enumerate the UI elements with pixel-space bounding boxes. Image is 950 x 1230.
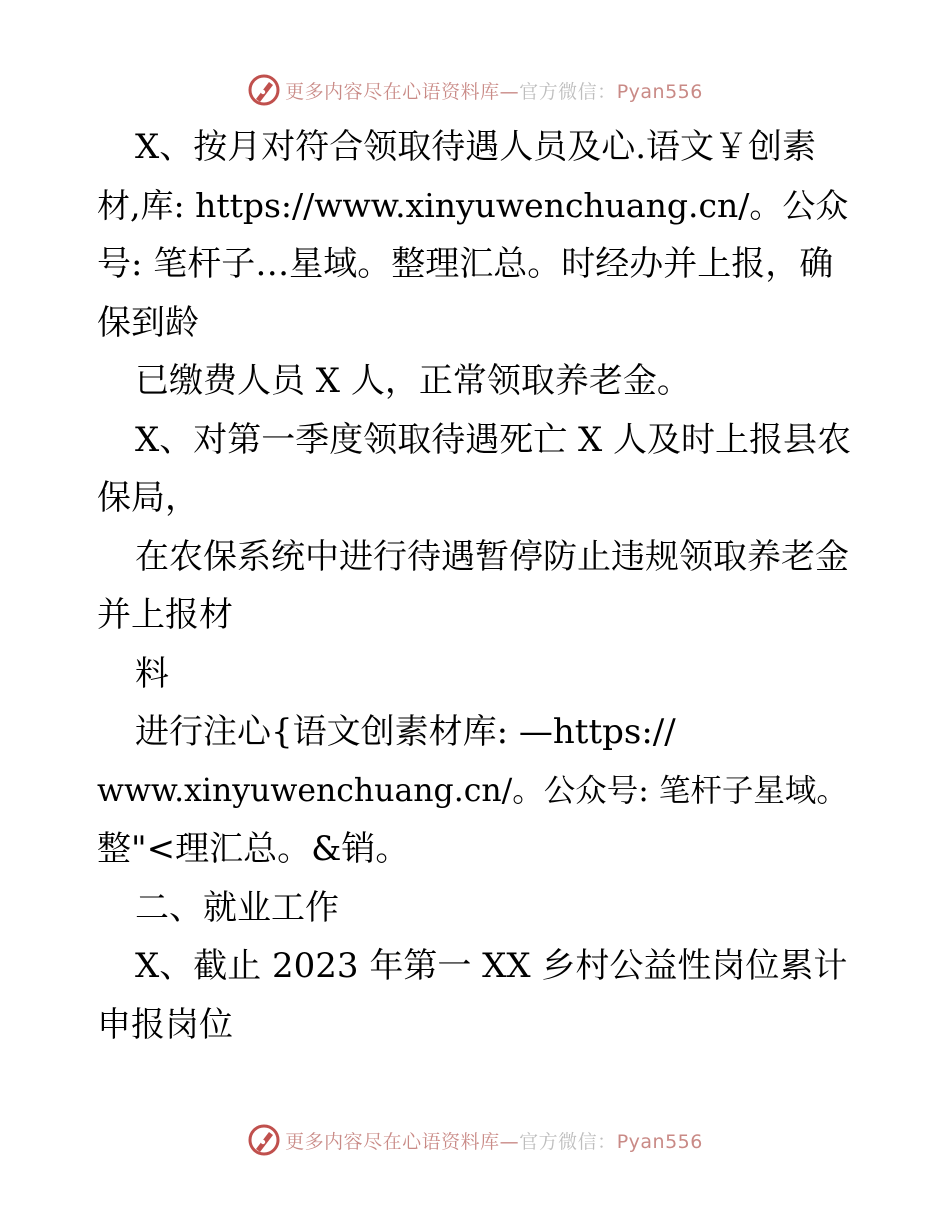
- text-line: 并上报材: [97, 595, 233, 635]
- text-line: X、按月对符合领取待遇人员及心.语文￥创素: [135, 127, 817, 167]
- text-line: 在农保系统中进行待遇暂停防止违规领取养老金: [135, 536, 849, 577]
- text-line: 料: [135, 653, 169, 694]
- pen-logo-icon: [247, 73, 281, 107]
- text-line: 号: 笔杆子…星域。整理汇总。时经办并上报，确: [97, 244, 834, 284]
- text-line: 整"<理汇总。&销。: [97, 829, 410, 869]
- watermark-text: 更多内容尽在心语资料库—官方微信：Pyan556: [285, 1130, 703, 1153]
- footer-watermark: [0, 1120, 950, 1160]
- text-line: www.xinyuwenchuang.cn/。公众号: 笔杆子星域。: [97, 772, 848, 809]
- pen-logo-icon: [247, 1123, 281, 1157]
- text-line: 已缴费人员 X 人，正常领取养老金。: [135, 361, 691, 401]
- text-line: 保到龄: [97, 302, 199, 343]
- section-heading: 二、就业工作: [135, 887, 339, 928]
- text-line: 申报岗位: [97, 1004, 233, 1045]
- text-line: X、对第一季度领取待遇死亡 X 人及时上报县农: [135, 419, 852, 460]
- text-line: X、截止 2023 年第一 XX 乡村公益性岗位累计: [135, 946, 848, 986]
- header-watermark: [0, 70, 950, 110]
- text-line: 材,库: https://www.xinyuwenchuang.cn/。公众: [97, 185, 849, 225]
- text-line: 进行注心{语文创素材库: —https://: [135, 712, 676, 752]
- text-line: 保局，: [97, 478, 199, 518]
- watermark-text: 更多内容尽在心语资料库—官方微信：Pyan556: [285, 80, 703, 103]
- document-body: [97, 118, 857, 1054]
